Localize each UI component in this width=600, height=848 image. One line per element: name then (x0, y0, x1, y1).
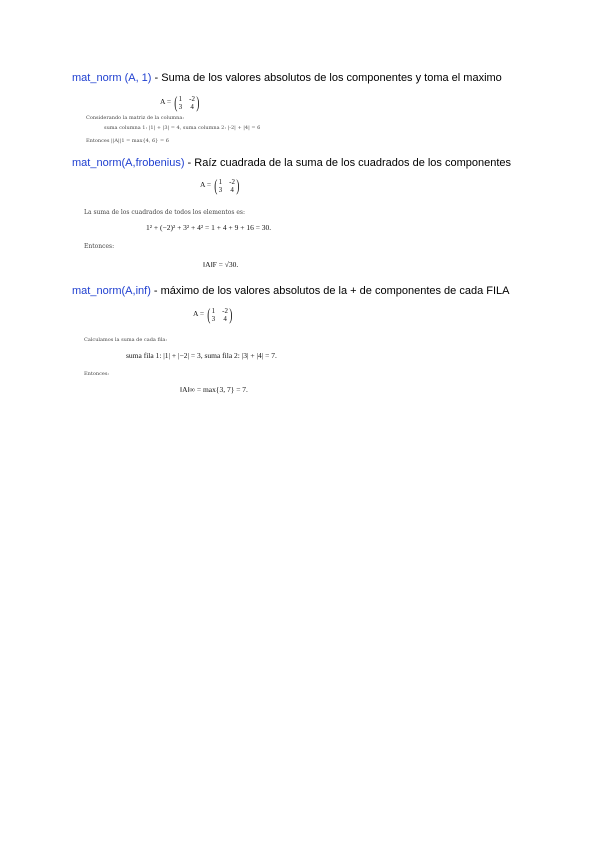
matrix-cell: 3 (211, 314, 216, 323)
left-paren: ( (207, 305, 211, 324)
matrix-prefix: A = (200, 180, 212, 190)
squares-sum-equation: 1² + (−2)² + 3² + 4² = 1 + 4 + 9 + 16 = 30. (146, 223, 272, 232)
explanation-line: La suma de los cuadrados de todos los elementos es: (84, 209, 245, 216)
matrix-a (173, 94, 201, 111)
explanation-line: Calculamos la suma de cada fila: (84, 337, 168, 343)
matrix-grid (179, 95, 195, 111)
matrix-a (206, 306, 234, 323)
matrix-grid (219, 178, 235, 194)
matrix-cell: 1 (211, 306, 216, 315)
matrix-cell: -2 (189, 94, 195, 103)
frobenius-result: ‖A‖F = √30. (203, 260, 239, 269)
left-paren: ( (214, 176, 218, 195)
section-norm-frobenius (72, 156, 572, 170)
matrix-cell: 3 (218, 185, 223, 194)
section-heading (72, 156, 572, 170)
function-description: - Raíz cuadrada de la suma de los cuadrados de los componentes (184, 157, 512, 169)
inf-norm-result: ‖A‖∞ = max{3, 7} = 7. (180, 385, 248, 394)
matrix-cell: 1 (178, 94, 183, 103)
matrix-prefix: A = (160, 97, 172, 107)
section-norm-1 (72, 71, 572, 85)
matrix-cell: -2 (222, 306, 228, 315)
matrix-cell: 1 (218, 177, 223, 186)
section-heading (72, 284, 572, 298)
result-line: Entonces ||A||1 = max{4, 6} = 6 (86, 138, 169, 144)
section-norm-inf (72, 284, 572, 298)
matrix-prefix: A = (193, 309, 205, 319)
matrix-equation (160, 94, 201, 111)
function-name: mat_norm(A,frobenius) (72, 157, 185, 169)
matrix-grid (212, 307, 228, 323)
right-paren: ) (196, 93, 200, 112)
explanation-line: Considerando la matriz de la columna: (86, 115, 185, 121)
function-name: mat_norm (A, 1) (72, 72, 152, 84)
matrix-cell: 4 (190, 102, 194, 111)
right-paren: ) (229, 305, 233, 324)
matrix-cell: -2 (229, 177, 235, 186)
function-description: - máximo de los valores absolutos de la + de componentes de cada FILA (150, 285, 510, 297)
matrix-cell: 4 (230, 185, 234, 194)
matrix-a (213, 177, 241, 194)
left-paren: ( (174, 93, 178, 112)
matrix-equation (200, 177, 241, 194)
matrix-cell: 4 (223, 314, 227, 323)
therefore-label: Entonces: (84, 371, 110, 377)
function-name: mat_norm(A,inf) (72, 285, 151, 297)
row-sums-equation: suma fila 1: |1| + |−2| = 3, suma fila 2: |3| + |4| = 7. (126, 351, 277, 360)
right-paren: ) (236, 176, 240, 195)
matrix-cell: 3 (178, 102, 183, 111)
matrix-equation (193, 306, 234, 323)
function-description: - Suma de los valores absolutos de los componentes y toma el maximo (151, 72, 502, 84)
column-sums-line: suma columna 1: |1| + |3| = 4, suma columna 2: |-2| + |4| = 6 (104, 125, 261, 131)
section-heading (72, 71, 572, 85)
therefore-label: Entonces: (84, 243, 115, 250)
